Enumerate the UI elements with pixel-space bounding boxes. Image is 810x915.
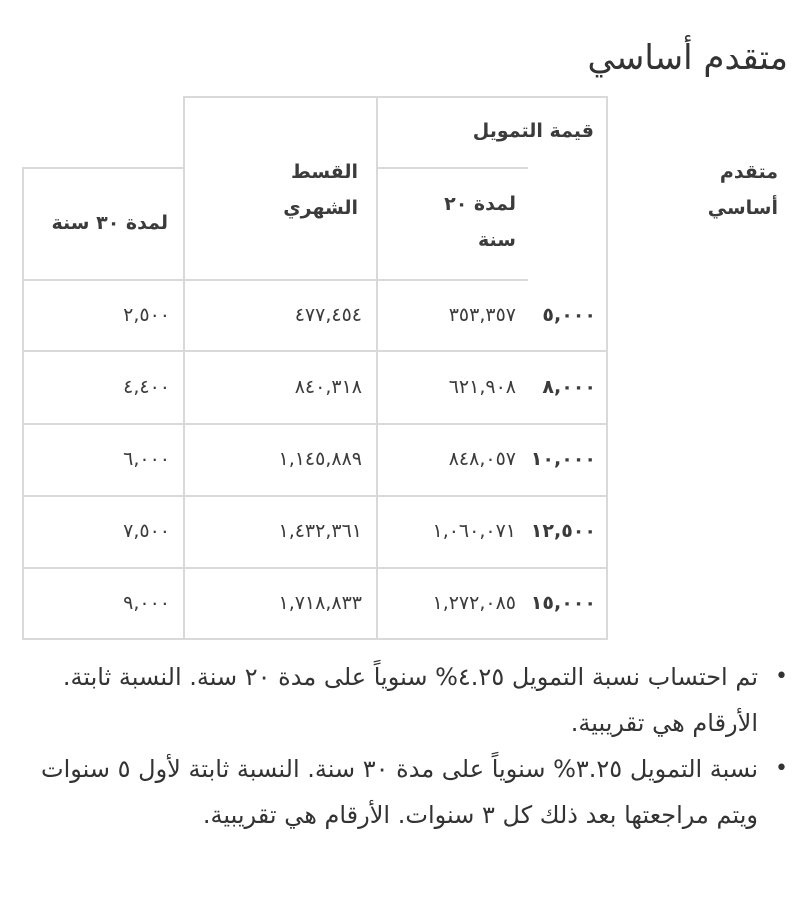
page-title: متقدم أساسي <box>587 38 788 78</box>
row-5-monthly: ١,٧١٨,٨٣٣ <box>278 592 362 614</box>
financing-divider <box>376 167 528 169</box>
note-item <box>12 654 792 746</box>
note-text: تم احتساب نسبة التمويل ٤.٢٥% سنوياً على مدة ٢٠ سنة. النسبة ثابتة. الأرقام هي تقريبية. <box>62 663 758 737</box>
row-3-y30: ٦,٠٠٠ <box>123 448 170 470</box>
row-1-monthly: ٤٧٧,٤٥٤ <box>294 304 362 326</box>
note-item <box>12 746 792 838</box>
row-5-base: ١٥,٠٠٠ <box>530 592 596 614</box>
table-border-bottom <box>22 638 608 640</box>
row-3-base: ١٠,٠٠٠ <box>530 448 596 470</box>
row-4-fin20: ١,٠٦٠,٠٧١ <box>432 520 516 542</box>
table-border-top-lower <box>22 167 185 169</box>
col-line-1 <box>183 96 185 640</box>
col-line-2 <box>376 96 378 640</box>
table-border-right <box>606 96 608 640</box>
row-1-y30: ٢,٥٠٠ <box>123 304 170 326</box>
notes-list <box>12 654 792 838</box>
row-header: متقدم أساسي <box>707 161 778 219</box>
row-line-3 <box>22 495 608 497</box>
bullet-icon: • <box>775 756 788 781</box>
row-line-1 <box>22 350 608 352</box>
financing-subheader: لمدة ٢٠ سنة <box>444 193 516 251</box>
row-2-fin20: ٦٢١,٩٠٨ <box>448 376 516 398</box>
row-2-base: ٨,٠٠٠ <box>542 376 596 398</box>
thirty-year-header: لمدة ٣٠ سنة <box>51 212 168 234</box>
row-4-base: ١٢,٥٠٠ <box>530 520 596 542</box>
monthly-header: القسط الشهري <box>283 161 358 219</box>
row-line-2 <box>22 423 608 425</box>
row-1-fin20: ٣٥٣,٣٥٧ <box>448 304 516 326</box>
row-line-4 <box>22 567 608 569</box>
header-bottom-line <box>22 279 528 281</box>
bullet-icon: • <box>775 664 788 689</box>
financing-header: قيمة التمويل <box>472 120 594 142</box>
row-5-y30: ٩,٠٠٠ <box>123 592 170 614</box>
table-border-top-upper <box>183 96 608 98</box>
row-4-y30: ٧,٥٠٠ <box>123 520 170 542</box>
row-2-y30: ٤,٤٠٠ <box>123 376 170 398</box>
row-4-monthly: ١,٤٣٢,٣٦١ <box>278 520 362 542</box>
row-5-fin20: ١,٢٧٢,٠٨٥ <box>432 592 516 614</box>
row-1-base: ٥,٠٠٠ <box>542 304 596 326</box>
row-2-monthly: ٨٤٠,٣١٨ <box>294 376 362 398</box>
note-text: نسبة التمويل ٣.٢٥% سنوياً على مدة ٣٠ سنة. النسبة ثابتة لأول ٥ سنوات ويتم مراجعتها بعد ذلك كل ٣ سنوات. الأرقام هي تقريبية. <box>40 755 758 829</box>
row-3-fin20: ٨٤٨,٠٥٧ <box>448 448 516 470</box>
row-3-monthly: ١,١٤٥,٨٨٩ <box>278 448 362 470</box>
